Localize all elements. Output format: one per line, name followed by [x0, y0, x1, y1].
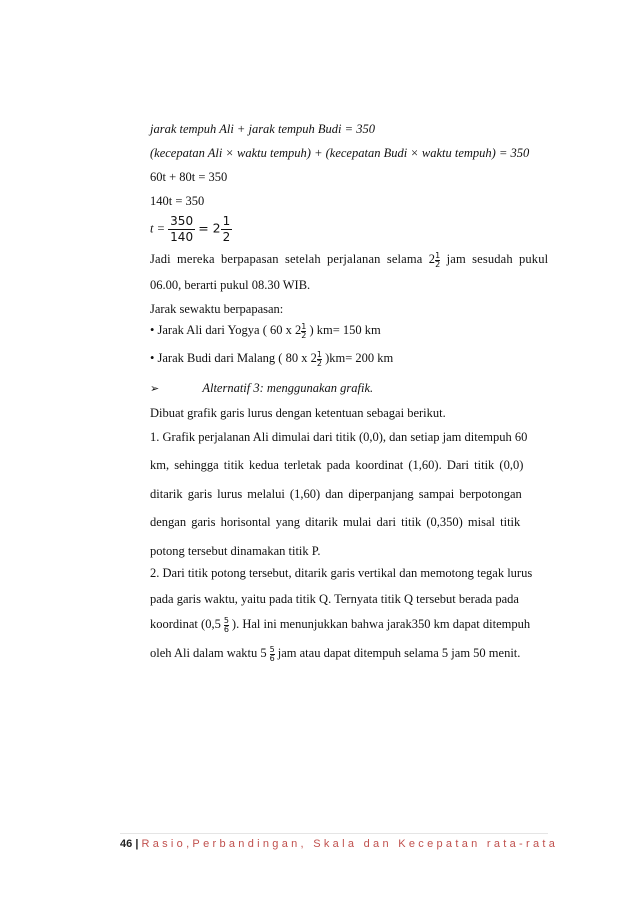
step-2-line-4 [150, 645, 520, 663]
step-2-coord-text-b: ). Hal ini menunjukkan bahwa jarak350 km dapat ditempuh [231, 617, 531, 631]
step-2-time-text-a: oleh Ali dalam waktu 5 [150, 646, 267, 660]
footer-separator: | [135, 838, 139, 850]
page-footer [120, 838, 558, 850]
equation-line-3: 60t + 80t = 350 [150, 170, 228, 184]
step-2-line-1: 2. Dari titik potong tersebut, ditarik garis vertikal dan memotong tegak lurus [150, 566, 533, 580]
p1-fraction-num: 1 [435, 250, 441, 260]
step-2-coord-fraction-num: 5 [223, 615, 229, 625]
equation-line-1: jarak tempuh Ali + jarak tempuh Budi = 350 [150, 122, 375, 136]
eq5-denominator: 140 [170, 230, 194, 244]
bullet-ali-text-a: • Jarak Ali dari Yogya ( 60 x 2 [150, 323, 302, 337]
step-1-line-2: km, sehingga titik kedua terletak pada koordinat (1,60). Dari titik (0,0) [150, 458, 524, 472]
step-1-line-5: potong tersebut dinamakan titik P. [150, 544, 321, 558]
bullet-item-ali [150, 322, 381, 340]
arrow-bullet-icon: ➢ [150, 382, 160, 395]
step-1-line-4: dengan garis horisontal yang ditarik mulai dari titik (0,350) misal titik [150, 515, 521, 529]
bullet-ali-text-b: ) km= 150 km [309, 323, 381, 337]
p1-fraction [435, 252, 440, 269]
step-2-coord-fraction-den: 6 [223, 624, 229, 634]
step-2-time-fraction [270, 646, 275, 663]
footer-title: Rasio,Perbandingan, Skala dan Kecepatan rata-rata [141, 838, 559, 850]
equation-line-4: 140t = 350 [150, 194, 205, 208]
bullet-item-budi [150, 350, 393, 368]
step-2-time-fraction-num: 5 [269, 644, 275, 654]
bullet-ali-fraction-num: 1 [301, 321, 307, 331]
alternative-heading-text: Alternatif 3: menggunakan grafik. [202, 381, 374, 395]
step-2-time-text-b: jam atau dapat ditempuh selama 5 jam 50 menit. [277, 646, 521, 660]
eq5-equals: = 2 [198, 220, 221, 236]
page-number: 46 [120, 838, 133, 850]
equation-line-5 [150, 214, 232, 245]
eq5-half-denominator: 2 [222, 230, 231, 244]
bullet-budi-fraction [317, 351, 322, 368]
p1-fraction-den: 2 [435, 259, 441, 269]
paragraph-1-line-1 [150, 251, 548, 269]
alternative-heading [150, 380, 373, 397]
eq5-half-numerator: 1 [222, 214, 231, 228]
eq5-variable: t = [150, 221, 166, 236]
bullet-budi-fraction-den: 2 [316, 358, 322, 368]
p1-text-a: Jadi mereka berpapasan setelah perjalanan selama 2 [150, 252, 436, 266]
step-2-coord-text-a: koordinat (0,5 [150, 617, 221, 631]
bullet-ali-fraction-den: 2 [301, 330, 307, 340]
step-2-coord-fraction [224, 617, 229, 634]
footer-rule [120, 833, 548, 834]
bullet-budi-text-b: )km= 200 km [325, 351, 394, 365]
eq5-numerator: 350 [170, 214, 194, 228]
eq5-half-fraction [221, 214, 233, 245]
paragraph-3: Dibuat grafik garis lurus dengan ketentuan sebagai berikut. [150, 406, 446, 420]
paragraph-1-line-2: 06.00, berarti pukul 08.30 WIB. [150, 278, 311, 292]
bullet-ali-fraction [301, 323, 306, 340]
eq5-fraction [168, 214, 195, 245]
step-2-time-fraction-den: 6 [269, 653, 275, 663]
bullet-budi-text-a: • Jarak Budi dari Malang ( 80 x 2 [150, 351, 317, 365]
paragraph-2: Jarak sewaktu berpapasan: [150, 302, 284, 316]
p1-text-b: jam sesudah pukul [446, 252, 549, 266]
bullet-budi-fraction-num: 1 [316, 349, 322, 359]
step-2-line-3 [150, 616, 530, 634]
equation-line-2: (kecepatan Ali × waktu tempuh) + (kecepatan Budi × waktu tempuh) = 350 [150, 146, 530, 160]
step-1-line-1: 1. Grafik perjalanan Ali dimulai dari titik (0,0), dan setiap jam ditempuh 60 [150, 430, 528, 444]
step-2-line-2: pada garis waktu, yaitu pada titik Q. Ternyata titik Q tersebut berada pada [150, 592, 519, 606]
step-1-line-3: ditarik garis lurus melalui (1,60) dan diperpanjang sampai berpotongan [150, 487, 522, 501]
